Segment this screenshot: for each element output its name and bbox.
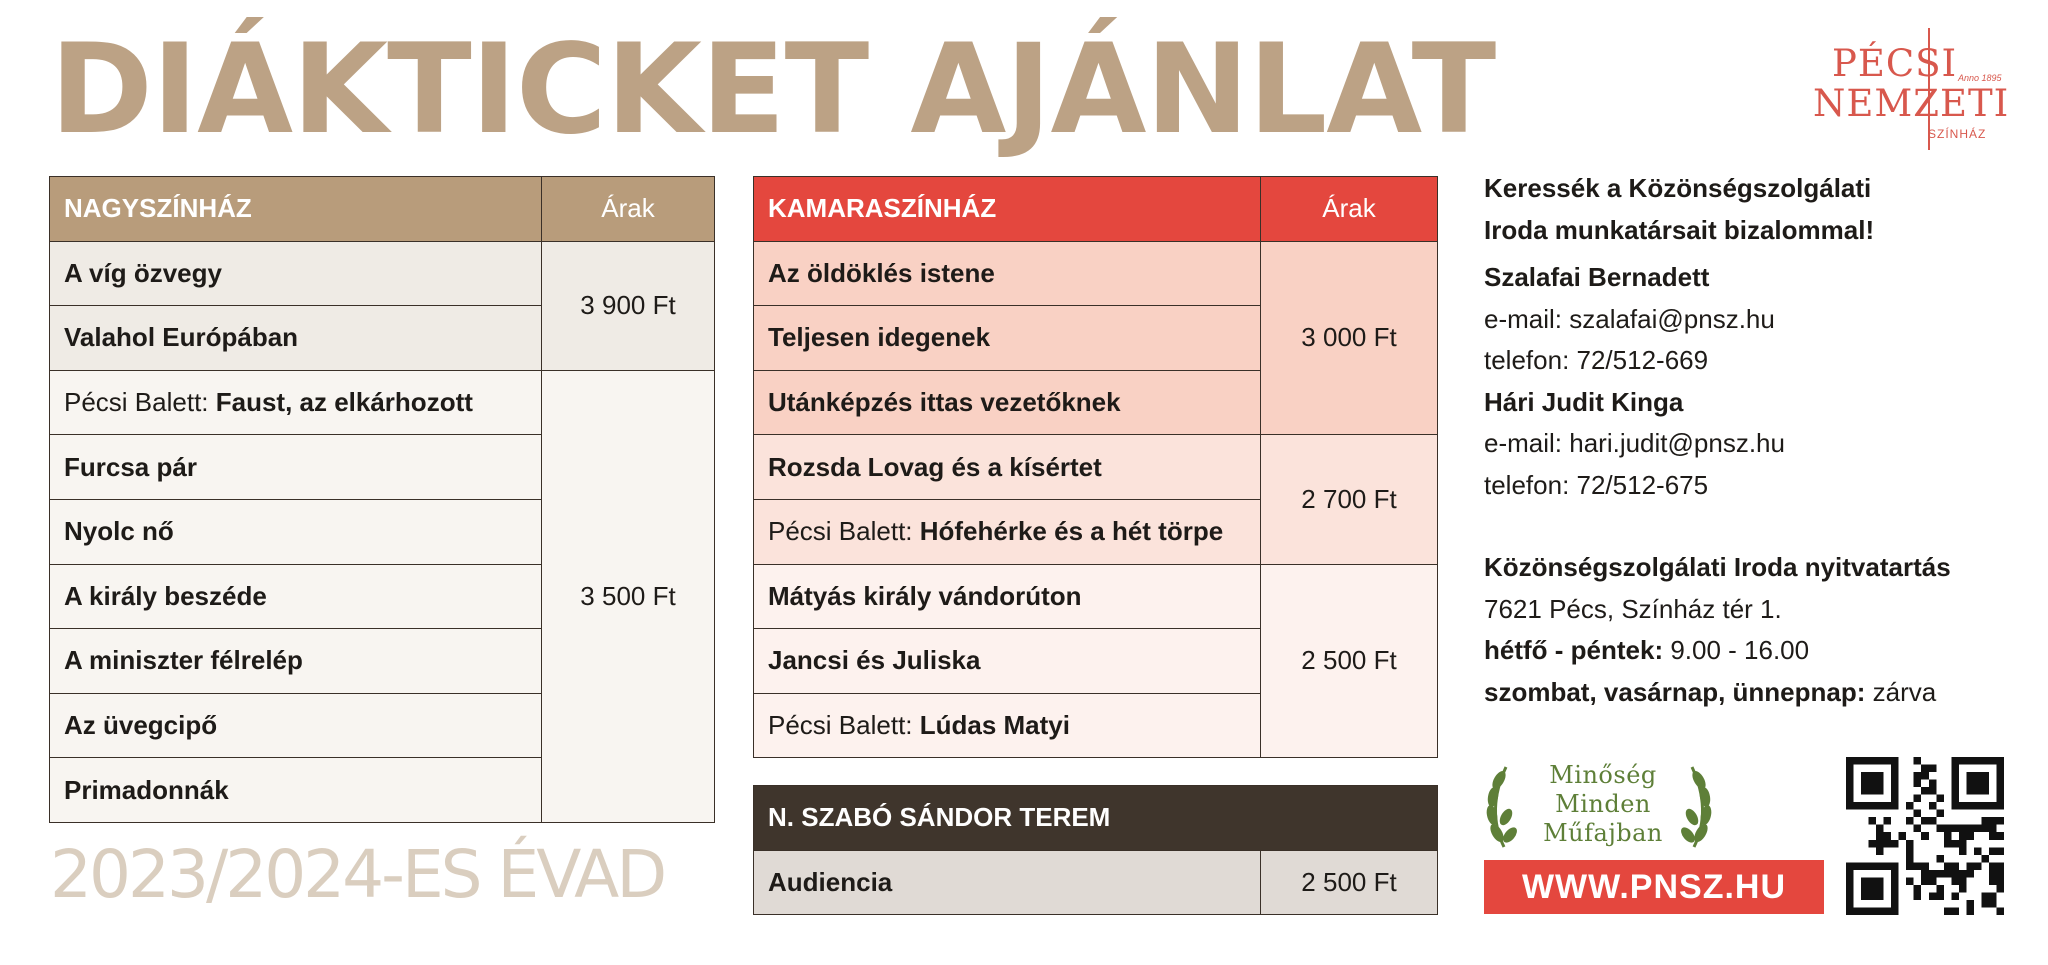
contact-email[interactable]: e-mail: szalafai@pnsz.hu — [1484, 303, 1775, 334]
show-title-cell — [50, 370, 542, 435]
show-title-cell — [50, 629, 542, 694]
contact-phone[interactable]: telefon: 72/512-675 — [1484, 469, 1709, 500]
logo-theatre: SZÍNHÁZ — [1928, 127, 1987, 141]
show-title-cell — [50, 499, 542, 564]
website-link[interactable]: WWW.PNSZ.HU — [1484, 860, 1824, 914]
contact-intro-line2: Iroda munkatársait bizalommal! — [1484, 214, 1875, 245]
nagyszinhaz-header: NAGYSZÍNHÁZ — [50, 177, 542, 242]
show-prefix: Pécsi Balett: — [768, 516, 920, 547]
show-title-cell — [50, 564, 542, 629]
table-row — [50, 241, 715, 306]
show-prefix: Pécsi Balett: — [768, 710, 920, 741]
badge-line2: Minden — [1555, 790, 1651, 818]
table-header-row — [50, 177, 715, 242]
show-title: Hófehérke és a hét törpe — [919, 516, 1224, 547]
show-title-cell — [50, 758, 542, 823]
contact-phone[interactable]: telefon: 72/512-669 — [1484, 345, 1709, 375]
show-title-cell — [754, 241, 1261, 306]
price-cell: 3 500 Ft — [542, 370, 715, 822]
contact-intro-line1: Keressék a Közönségszolgálati — [1484, 173, 1872, 203]
show-title: Audiencia — [768, 866, 893, 897]
show-title-cell — [754, 499, 1261, 564]
price-column-header: Árak — [1261, 177, 1438, 242]
contact-person-name: Hári Judit Kinga — [1484, 386, 1684, 417]
logo-anno: Anno 1895 — [1958, 73, 2002, 83]
show-title: Primadonnák — [64, 774, 229, 805]
price-cell: 3 900 Ft — [542, 241, 715, 370]
show-title-cell — [754, 629, 1261, 694]
weekday-value: 9.00 - 16.00 — [1663, 635, 1810, 665]
show-title: Lúdas Matyi — [919, 710, 1070, 741]
show-title: Az üvegcipő — [64, 710, 218, 741]
weekend-label: szombat, vasárnap, ünnepnap: — [1484, 676, 1866, 707]
show-title: Nyolc nő — [64, 516, 174, 547]
show-title-cell — [754, 850, 1261, 915]
table-header-row — [754, 786, 1438, 851]
show-title-cell — [50, 435, 542, 500]
kamaraszinhaz-table — [753, 176, 1438, 758]
logo-line1: PÉCSI — [1832, 42, 1958, 85]
quality-badge — [1484, 755, 1714, 855]
table-row — [754, 564, 1438, 629]
page-title: DIÁKTICKET AJÁNLAT — [50, 18, 1496, 162]
show-title: A király beszéde — [64, 580, 267, 611]
show-title: Utánképzés ittas vezetőknek — [768, 387, 1121, 418]
table-row — [754, 850, 1438, 915]
show-title: Teljesen idegenek — [768, 322, 991, 353]
weekend-value: zárva — [1865, 676, 1937, 707]
show-title-cell — [754, 306, 1261, 371]
show-prefix: Pécsi Balett: — [64, 387, 216, 418]
nagyszinhaz-table — [49, 176, 715, 823]
weekend-hours — [1484, 672, 2024, 714]
szabo-terem-table — [753, 785, 1438, 915]
weekday-hours — [1484, 630, 2024, 672]
badge-line3: Műfajban — [1543, 819, 1663, 847]
badge-line1: Minőség — [1549, 761, 1657, 789]
logo-line2: NEMZETI — [1813, 82, 2010, 125]
table-row — [754, 435, 1438, 500]
badge-text — [1518, 761, 1688, 848]
qr-code-icon[interactable] — [1846, 757, 2004, 915]
show-title: Az öldöklés istene — [768, 257, 995, 288]
show-title: A miniszter félrelép — [64, 645, 303, 676]
price-cell: 2 700 Ft — [1261, 435, 1438, 564]
weekday-label: hétfő - péntek: — [1484, 635, 1664, 665]
table-row — [50, 370, 715, 435]
show-title: A víg özvegy — [64, 257, 222, 288]
szabo-terem-header: N. SZABÓ SÁNDOR TEREM — [754, 786, 1438, 851]
show-title-cell — [754, 435, 1261, 500]
show-title-cell — [50, 693, 542, 758]
show-title-cell — [50, 241, 542, 306]
show-title-cell — [754, 693, 1261, 758]
office-address: 7621 Pécs, Színház tér 1. — [1484, 593, 1782, 624]
show-title: Rozsda Lovag és a kísértet — [768, 451, 1102, 482]
kamaraszinhaz-header: KAMARASZÍNHÁZ — [754, 177, 1261, 242]
show-title: Jancsi és Juliska — [768, 645, 981, 676]
contact-email[interactable]: e-mail: hari.judit@pnsz.hu — [1484, 428, 1785, 458]
contact-info — [1484, 168, 2024, 713]
price-cell: 2 500 Ft — [1261, 564, 1438, 758]
show-title: Faust, az elkárhozott — [215, 387, 473, 418]
office-hours-title: Közönségszolgálati Iroda nyitvatartás — [1484, 552, 1951, 582]
table-row — [754, 241, 1438, 306]
show-title-cell — [50, 306, 542, 371]
show-title: Mátyás király vándorúton — [768, 580, 1082, 611]
show-title: Furcsa pár — [64, 451, 197, 482]
show-title-cell — [754, 564, 1261, 629]
price-cell: 2 500 Ft — [1261, 850, 1438, 915]
show-title: Valahol Európában — [64, 322, 299, 353]
table-header-row — [754, 177, 1438, 242]
theatre-logo — [1805, 30, 2010, 160]
contact-person-name: Szalafai Bernadett — [1484, 262, 1710, 292]
season-label: 2023/2024-ES ÉVAD — [50, 836, 665, 913]
price-cell: 3 000 Ft — [1261, 241, 1438, 435]
price-column-header: Árak — [542, 177, 715, 242]
show-title-cell — [754, 370, 1261, 435]
